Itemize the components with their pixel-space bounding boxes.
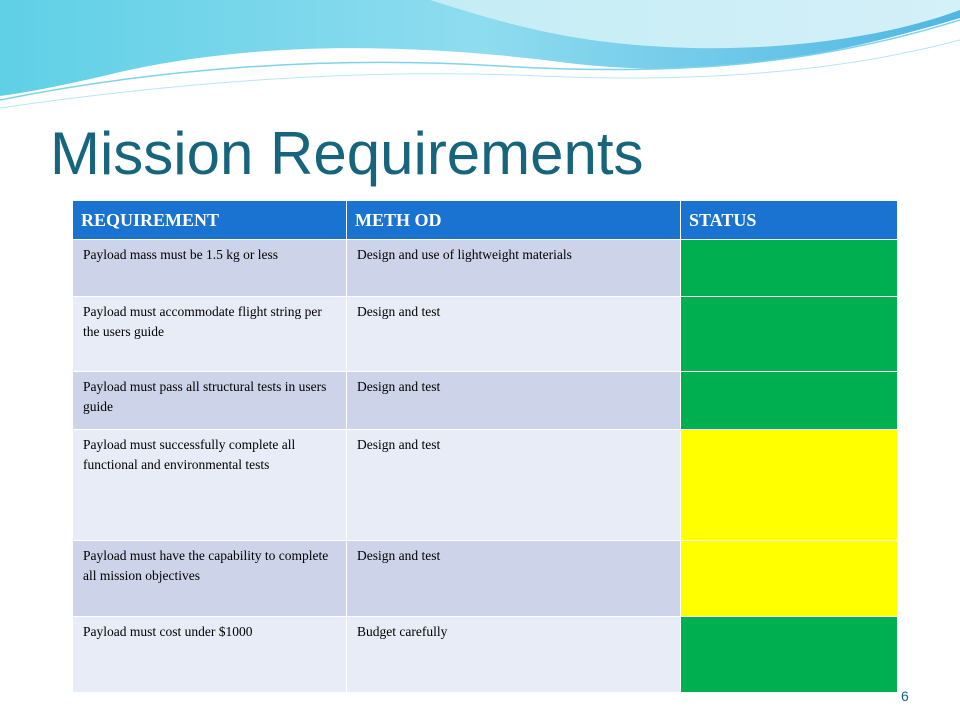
table-row — [73, 617, 898, 693]
status-cell — [681, 430, 898, 541]
column-header-status: STATUS — [681, 201, 898, 240]
status-cell — [681, 297, 898, 372]
page-title: Mission Requirements — [50, 120, 644, 187]
method-cell: Budget carefully — [347, 617, 681, 693]
status-cell — [681, 240, 898, 297]
table-row — [73, 240, 898, 297]
requirement-cell: Payload must pass all structural tests in users guide — [73, 372, 347, 430]
table-row — [73, 541, 898, 617]
method-cell: Design and test — [347, 297, 681, 372]
method-cell: Design and test — [347, 430, 681, 541]
table-row — [73, 372, 898, 430]
column-header-method: METH OD — [347, 201, 681, 240]
header-wave-decoration — [0, 0, 960, 120]
requirement-cell: Payload must successfully complete all functional and environmental tests — [73, 430, 347, 541]
method-cell: Design and test — [347, 541, 681, 617]
column-header-requirement: REQUIREMENT — [73, 201, 347, 240]
requirement-cell: Payload must accommodate flight string per the users guide — [73, 297, 347, 372]
page-number: 6 — [901, 688, 909, 704]
method-cell: Design and test — [347, 372, 681, 430]
status-cell — [681, 541, 898, 617]
requirement-cell: Payload must cost under $1000 — [73, 617, 347, 693]
status-cell — [681, 372, 898, 430]
requirement-cell: Payload must have the capability to complete all mission objectives — [73, 541, 347, 617]
table-row — [73, 430, 898, 541]
status-cell — [681, 617, 898, 693]
requirements-table — [72, 200, 898, 693]
table-header-row — [73, 201, 898, 240]
method-cell: Design and use of lightweight materials — [347, 240, 681, 297]
table-row — [73, 297, 898, 372]
requirement-cell: Payload mass must be 1.5 kg or less — [73, 240, 347, 297]
